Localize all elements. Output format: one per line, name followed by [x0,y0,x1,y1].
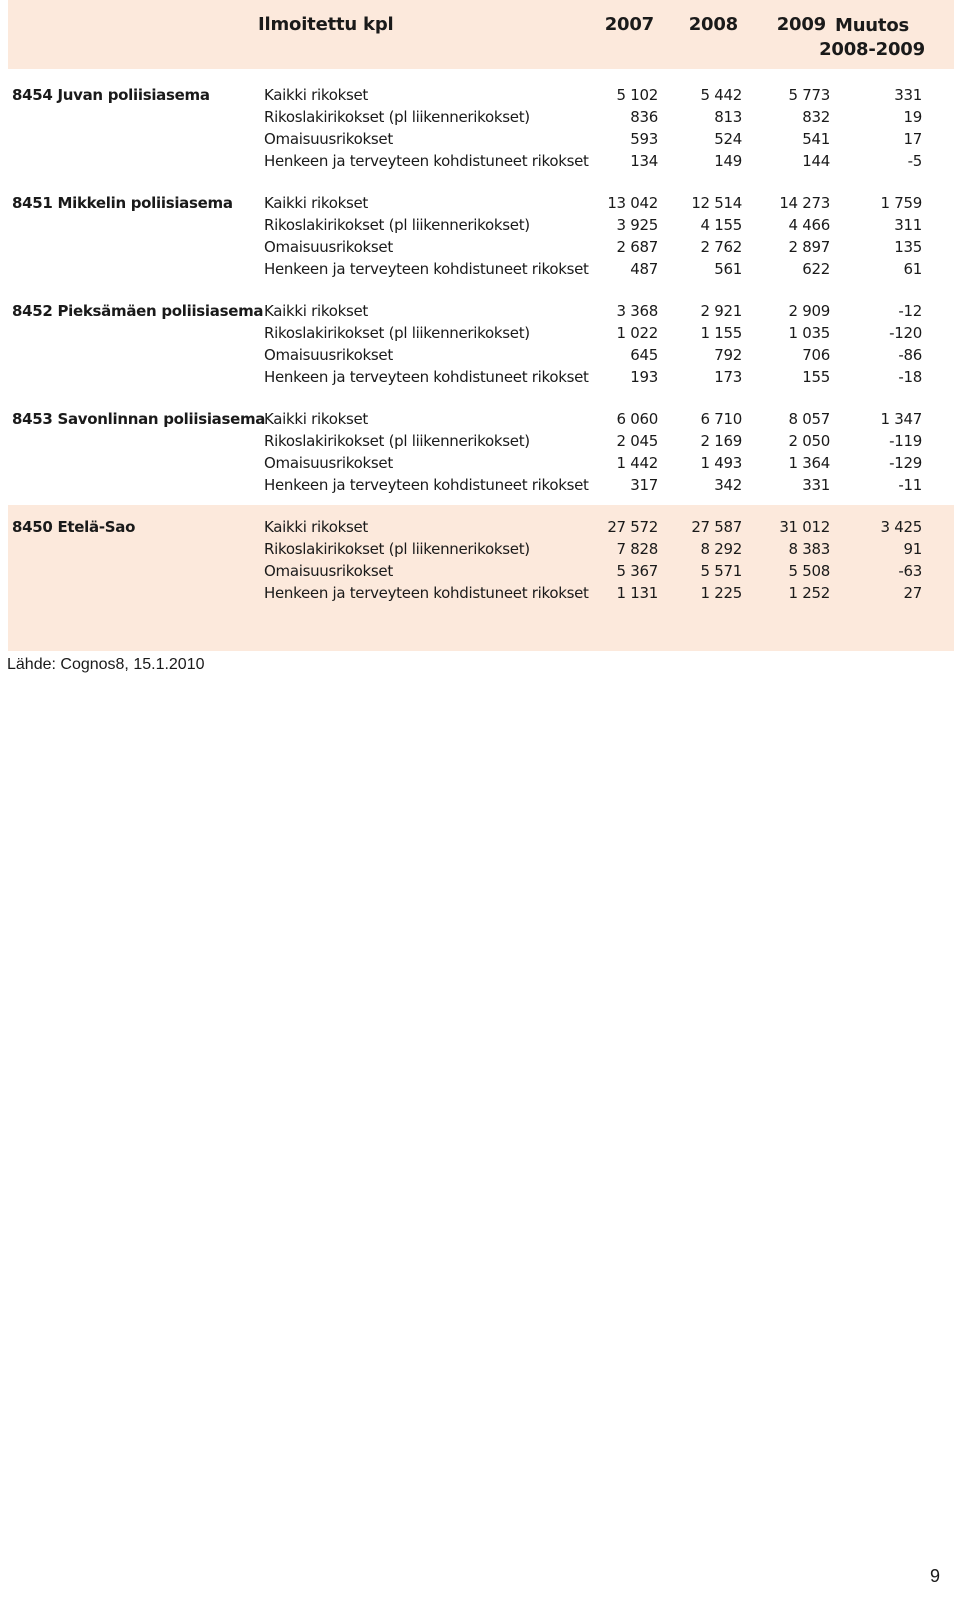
value-2008: 5 442 [700,86,742,104]
value-2008: 524 [714,130,742,148]
value-change: 1 759 [880,194,922,212]
value-change: 61 [903,260,922,278]
value-2008: 4 155 [700,216,742,234]
station-name: 8452 Pieksämäen poliisiasema [12,302,264,320]
value-2007: 27 572 [607,518,658,536]
value-2007: 13 042 [607,194,658,212]
station-group [8,192,954,280]
value-2007: 836 [630,108,658,126]
table-row [8,192,954,214]
value-2008: 27 587 [691,518,742,536]
value-change: 17 [903,130,922,148]
table-row [8,538,954,560]
crime-category: Henkeen ja terveyteen kohdistuneet rikokset [264,368,589,386]
table-row [8,236,954,258]
value-2008: 1 493 [700,454,742,472]
station-name: 8450 Etelä-Sao [12,518,136,536]
value-2007: 193 [630,368,658,386]
value-2009: 2 897 [788,238,830,256]
value-2009: 31 012 [779,518,830,536]
header-change [812,14,932,62]
table-row [8,150,954,172]
value-2009: 1 364 [788,454,830,472]
value-change: -12 [898,302,922,320]
crime-category: Henkeen ja terveyteen kohdistuneet rikokset [264,152,589,170]
crime-category: Rikoslakirikokset (pl liikennerikokset) [264,108,530,126]
value-2009: 832 [802,108,830,126]
station-name: 8451 Mikkelin poliisiasema [12,194,233,212]
value-change: 3 425 [880,518,922,536]
station-group [8,505,954,651]
value-2009: 706 [802,346,830,364]
header-year-2009: 2009 [776,14,826,35]
value-2008: 5 571 [700,562,742,580]
value-2009: 8 383 [788,540,830,558]
table-row [8,214,954,236]
table-row [8,474,954,496]
value-change: 135 [894,238,922,256]
value-2007: 1 131 [616,584,658,602]
source-note: Lähde: Cognos8, 15.1.2010 [7,656,205,673]
value-change: -120 [889,324,922,342]
value-2007: 5 102 [616,86,658,104]
value-2009: 541 [802,130,830,148]
value-change: -5 [907,152,922,170]
value-change: 27 [903,584,922,602]
page-number: 9 [929,1566,940,1586]
value-2008: 8 292 [700,540,742,558]
value-change: 1 347 [880,410,922,428]
crime-category: Kaikki rikokset [264,194,369,212]
crime-category: Omaisuusrikokset [264,562,393,580]
crime-statistics-table [8,0,954,602]
header-change-line1: Muutos [834,15,910,36]
value-2008: 149 [714,152,742,170]
value-2007: 593 [630,130,658,148]
value-change: -18 [898,368,922,386]
header-title: Ilmoitettu kpl [258,14,394,35]
value-2008: 6 710 [700,410,742,428]
value-change: -63 [898,562,922,580]
value-2009: 331 [802,476,830,494]
value-2007: 7 828 [616,540,658,558]
value-2009: 5 508 [788,562,830,580]
station-group [8,300,954,388]
table-row [8,322,954,344]
value-2009: 4 466 [788,216,830,234]
table-row [8,366,954,388]
crime-category: Henkeen ja terveyteen kohdistuneet rikokset [264,476,589,494]
station-group [8,408,954,496]
value-2007: 3 925 [616,216,658,234]
crime-category: Omaisuusrikokset [264,238,393,256]
table-row [8,344,954,366]
value-2008: 173 [714,368,742,386]
table-row [8,84,954,106]
header-year-2007: 2007 [604,14,654,35]
value-2007: 1 022 [616,324,658,342]
value-2007: 487 [630,260,658,278]
value-2008: 2 762 [700,238,742,256]
value-2007: 2 687 [616,238,658,256]
value-change: 91 [903,540,922,558]
table-row [8,516,954,538]
table-row [8,300,954,322]
value-2008: 813 [714,108,742,126]
value-2007: 1 442 [616,454,658,472]
value-2007: 6 060 [616,410,658,428]
value-2008: 1 225 [700,584,742,602]
value-change: -11 [898,476,922,494]
table-row [8,408,954,430]
crime-category: Kaikki rikokset [264,518,369,536]
value-2009: 1 252 [788,584,830,602]
value-2009: 144 [802,152,830,170]
crime-category: Kaikki rikokset [264,410,369,428]
station-name: 8454 Juvan poliisiasema [12,86,210,104]
crime-category: Rikoslakirikokset (pl liikennerikokset) [264,540,530,558]
value-2009: 2 050 [788,432,830,450]
table-row [8,560,954,582]
crime-category: Omaisuusrikokset [264,346,393,364]
value-2007: 5 367 [616,562,658,580]
station-group [8,84,954,172]
value-2008: 1 155 [700,324,742,342]
value-2007: 3 368 [616,302,658,320]
value-2008: 561 [714,260,742,278]
value-2007: 645 [630,346,658,364]
value-2008: 792 [714,346,742,364]
value-change: -119 [889,432,922,450]
crime-category: Henkeen ja terveyteen kohdistuneet rikokset [264,260,589,278]
value-2009: 622 [802,260,830,278]
value-2007: 2 045 [616,432,658,450]
header-change-line2: 2008-2009 [819,39,925,60]
crime-category: Kaikki rikokset [264,86,369,104]
value-2008: 2 921 [700,302,742,320]
value-2009: 2 909 [788,302,830,320]
value-2009: 14 273 [779,194,830,212]
header-year-2008: 2008 [688,14,738,35]
table-row [8,258,954,280]
value-2009: 5 773 [788,86,830,104]
value-2007: 134 [630,152,658,170]
table-row [8,452,954,474]
value-2008: 2 169 [700,432,742,450]
value-change: -86 [898,346,922,364]
value-change: 331 [894,86,922,104]
crime-category: Omaisuusrikokset [264,454,393,472]
value-change: -129 [889,454,922,472]
value-2009: 155 [802,368,830,386]
table-header [8,0,954,69]
crime-category: Rikoslakirikokset (pl liikennerikokset) [264,216,530,234]
value-change: 311 [894,216,922,234]
crime-category: Omaisuusrikokset [264,130,393,148]
crime-category: Rikoslakirikokset (pl liikennerikokset) [264,432,530,450]
crime-category: Henkeen ja terveyteen kohdistuneet rikokset [264,584,589,602]
table-row [8,430,954,452]
value-change: 19 [903,108,922,126]
station-name: 8453 Savonlinnan poliisiasema [12,410,266,428]
value-2008: 12 514 [691,194,742,212]
value-2007: 317 [630,476,658,494]
value-2009: 8 057 [788,410,830,428]
value-2009: 1 035 [788,324,830,342]
crime-category: Rikoslakirikokset (pl liikennerikokset) [264,324,530,342]
table-row [8,128,954,150]
value-2008: 342 [714,476,742,494]
table-row [8,106,954,128]
crime-category: Kaikki rikokset [264,302,369,320]
table-row [8,582,954,604]
